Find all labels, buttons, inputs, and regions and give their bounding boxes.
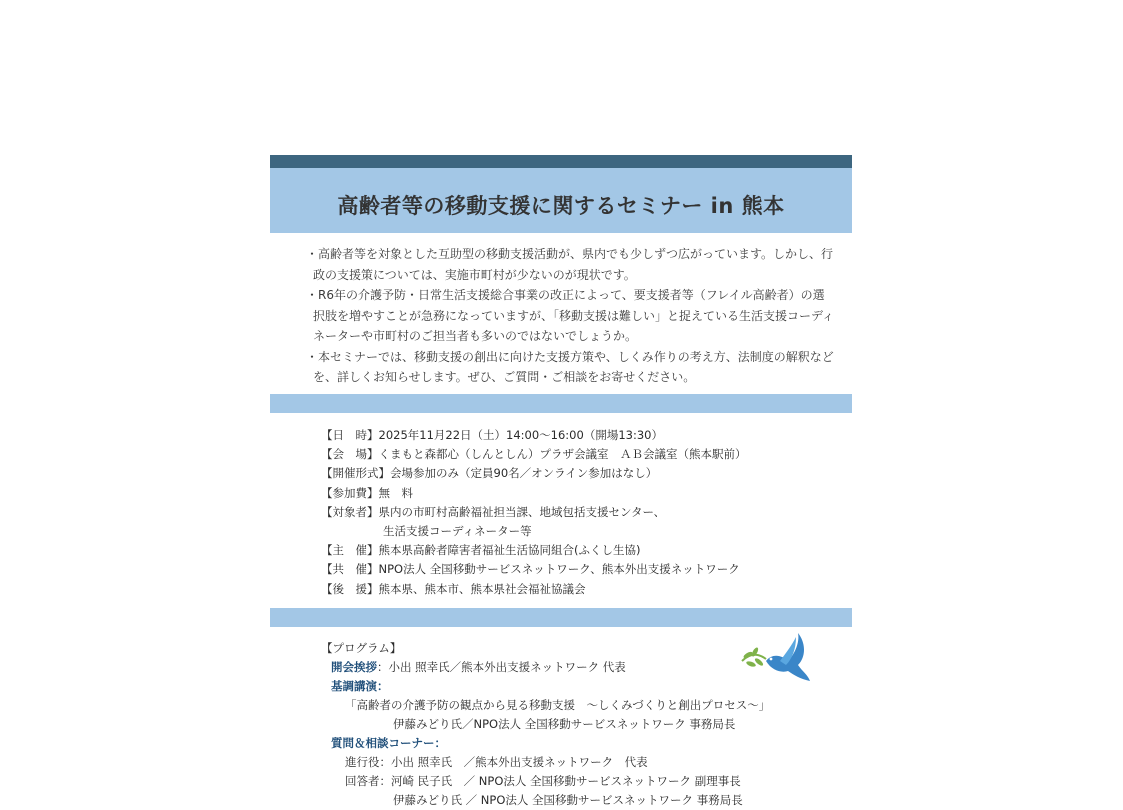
info-label: 【共 催】 xyxy=(321,562,379,577)
info-support xyxy=(321,580,841,599)
program-qa xyxy=(321,734,841,753)
info-value: 無 料 xyxy=(378,485,413,500)
info-venue xyxy=(321,445,841,464)
info-target-continued: 生活支援コーディネーター等 xyxy=(383,524,532,539)
info-cohost xyxy=(321,560,841,579)
info-value: 熊本県高齢者障害者福祉生活協同組合(ふくし生協) xyxy=(378,543,641,558)
info-value: 2025年11月22日（土）14:00〜16:00（開場13:30） xyxy=(378,428,663,442)
program-label: 基調講演 xyxy=(331,679,377,693)
info-format xyxy=(321,464,841,483)
intro-text xyxy=(306,244,836,388)
program-section xyxy=(321,639,841,810)
program-opening xyxy=(321,658,841,677)
keynote-title: 「高齢者の介護予防の観点から見る移動支援 〜しくみづくりと創出プロセス〜」 xyxy=(345,698,771,712)
info-fee xyxy=(321,484,841,503)
title-banner xyxy=(270,168,852,233)
intro-paragraph: ・R6年の介護予防・日常生活支援総合事業の改正によって、要支援者等（フレイル高齢者）の選択肢を増やすことが急務になっていますが、「移動支援は難しい」と捉えている生活支援コーディネーターや市町村のご担当者も多いのではないでしょうか。 xyxy=(306,288,835,343)
event-info xyxy=(321,426,841,599)
program-label-colon: ： xyxy=(434,736,446,750)
info-label: 【開催形式】 xyxy=(321,466,390,481)
info-label: 【対象者】 xyxy=(321,504,379,519)
info-target xyxy=(321,503,841,522)
program-heading: 【プログラム】 xyxy=(321,641,402,655)
qa-moderator: 進行役：小出 照幸氏 ／熊本外出支援ネットワーク 代表 xyxy=(345,755,648,769)
info-label: 【後 援】 xyxy=(321,581,379,596)
page-title: 高齢者等の移動支援に関するセミナー in 熊本 xyxy=(337,194,785,218)
info-value: NPO法人 全国移動サービスネットワーク、熊本外出支援ネットワーク xyxy=(378,562,740,577)
program-label: 質問＆相談コーナー xyxy=(331,736,435,750)
info-label: 【会 場】 xyxy=(321,447,379,462)
info-value: くまもと森都心（しんとしん）プラザ会議室 ＡＢ会議室（熊本駅前） xyxy=(378,447,747,462)
program-keynote xyxy=(321,677,841,696)
program-label: 開会挨拶 xyxy=(331,660,377,674)
info-date xyxy=(321,426,841,445)
info-value: 熊本県、熊本市、熊本県社会福祉協議会 xyxy=(378,581,586,596)
qa-respondent: 伊藤みどり氏 ／ NPO法人 全国移動サービスネットワーク 事務局長 xyxy=(393,793,743,807)
info-label: 【参加費】 xyxy=(321,485,379,500)
divider-band xyxy=(270,608,852,627)
info-label: 【日 時】 xyxy=(321,428,379,442)
keynote-speaker: 伊藤みどり氏／NPO法人 全国移動サービスネットワーク 事務局長 xyxy=(393,717,736,731)
seminar-flyer xyxy=(270,155,852,807)
top-accent-bar xyxy=(270,155,852,168)
program-label-colon: ： xyxy=(377,679,389,693)
info-label: 【主 催】 xyxy=(321,543,379,558)
intro-paragraph: ・本セミナーでは、移動支援の創出に向けた支援方策や、しくみ作りの考え方、法制度の解釈などを、詳しくお知らせします。ぜひ、ご質問・ご相談をお寄せください。 xyxy=(306,349,834,384)
program-value: ：小出 照幸氏／熊本外出支援ネットワーク 代表 xyxy=(377,660,626,674)
info-value: 県内の市町村高齢福祉担当課、地域包括支援センター、 xyxy=(378,504,666,519)
intro-paragraph: ・高齢者等を対象とした互助型の移動支援活動が、県内でも少しずつ広がっています。しかし、行政の支援策については、実施市町村が少ないのが現状です。 xyxy=(306,247,834,282)
qa-respondent: 回答者：河崎 民子氏 ／ NPO法人 全国移動サービスネットワーク 副理事長 xyxy=(345,774,741,788)
info-host xyxy=(321,541,841,560)
info-value: 会場参加のみ（定員90名／オンライン参加はなし） xyxy=(390,466,658,481)
divider-band xyxy=(270,394,852,413)
